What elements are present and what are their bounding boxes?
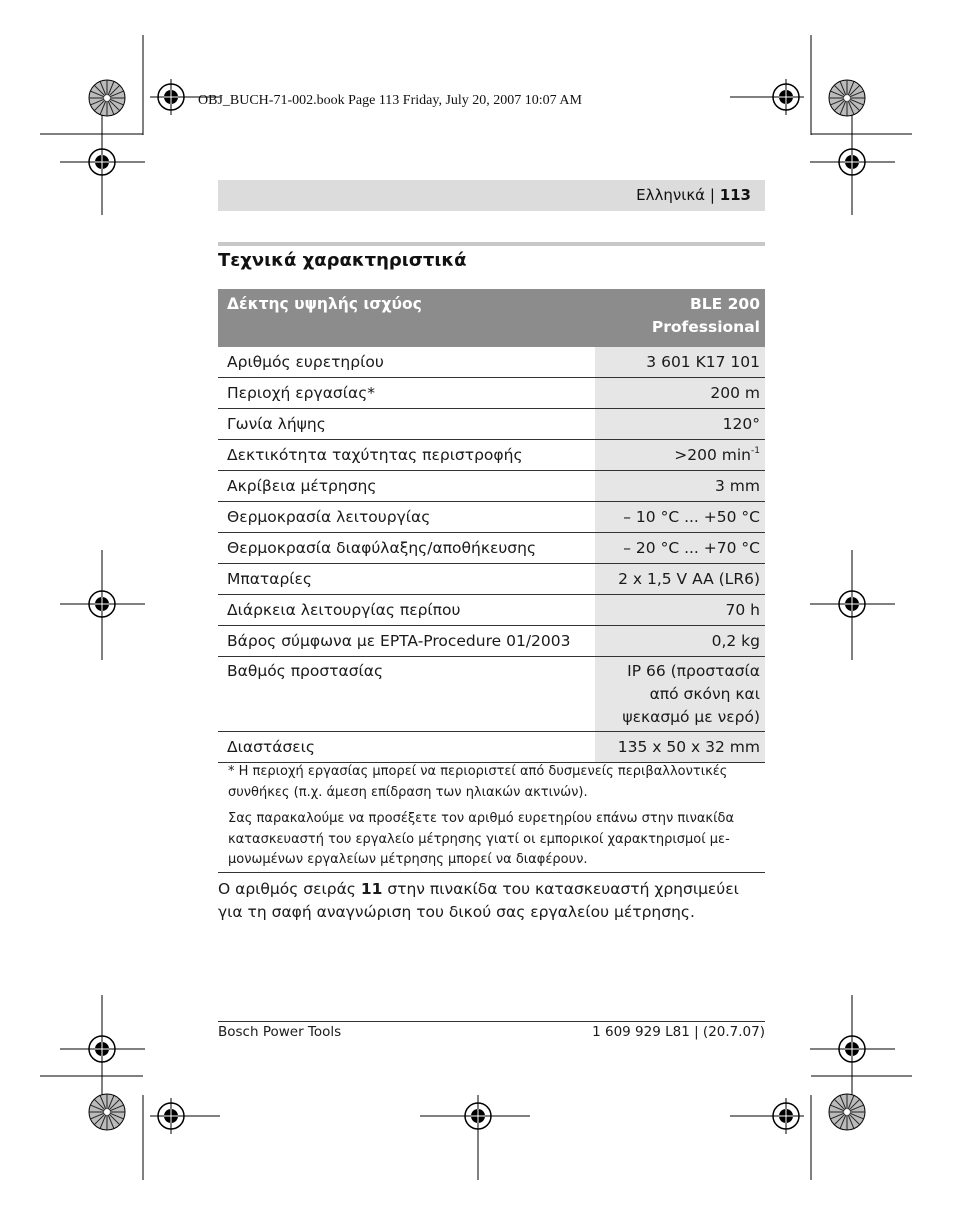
- row-value: 70 h: [595, 595, 765, 626]
- row-value: [595, 657, 765, 732]
- row-value: – 10 °C ... +50 °C: [595, 502, 765, 533]
- row-value: 2 x 1,5 V AA (LR6): [595, 564, 765, 595]
- table-row: [218, 409, 765, 440]
- table-row: [218, 657, 765, 732]
- section-title: Τεχνικά χαρακτηριστικά: [218, 250, 467, 271]
- header-separator: |: [709, 186, 715, 204]
- spec-header-model-line1: BLE 200: [689, 295, 760, 313]
- page-header-bar: [218, 180, 765, 211]
- footnote-text: * Η περιοχή εργασίας μπορεί να περιοριστεί από δυσμενείς περιβαλλοντικές συνθήκες (π.χ. άμεση επίδραση των ηλιακών ακτινών).: [228, 764, 728, 800]
- spec-table: [218, 289, 765, 763]
- table-row: [218, 732, 765, 763]
- row-value: 0,2 kg: [595, 626, 765, 657]
- row-value: – 20 °C ... +70 °C: [595, 533, 765, 564]
- row-value: [595, 440, 765, 471]
- advice-text: Σας παρακαλούμε να προσέξετε τον αριθμό ευρετηρίου επάνω στην πινακίδα κατασκευαστή του εργαλείο μέτρησης γιατί οι εμπορικοί χαρακτηρισμοί με- μονωμένων εργαλείων μέτρησης μπορεί να διαφέρουν.: [228, 811, 735, 867]
- row-label: Αριθμός ευρετηρίου: [218, 347, 595, 378]
- header-language: Ελληνικά: [636, 186, 706, 204]
- header-page-number: 113: [719, 186, 751, 204]
- row-value-superscript: -1: [751, 445, 760, 456]
- body-paragraph: [218, 878, 765, 923]
- table-row: [218, 502, 765, 533]
- paragraph-after: στην πινακίδα του κατασκευαστή χρησιμεύει για τη σαφή αναγνώριση του δικού σας εργαλείου μέτρησης.: [218, 880, 739, 921]
- table-row: [218, 595, 765, 626]
- row-label: Μπαταρίες: [218, 564, 595, 595]
- table-row: [218, 378, 765, 409]
- spec-table-header: [218, 289, 765, 347]
- row-label: Βαθμός προστασίας: [218, 657, 595, 732]
- page-header-text: [636, 186, 751, 204]
- footer-brand: Bosch Power Tools: [218, 1024, 342, 1040]
- paragraph-bold-number: 11: [360, 880, 383, 898]
- table-row: [218, 564, 765, 595]
- spec-header-model: [595, 289, 765, 347]
- table-row: [218, 471, 765, 502]
- table-row: [218, 626, 765, 657]
- row-value: 120°: [595, 409, 765, 440]
- print-info-line: OBJ_BUCH-71-002.book Page 113 Friday, July 20, 2007 10:07 AM: [198, 93, 582, 108]
- table-row: [218, 347, 765, 378]
- row-label: Θερμοκρασία διαφύλαξης/αποθήκευσης: [218, 533, 595, 564]
- notes-rule: [218, 872, 765, 873]
- row-value-line: από σκόνη και: [649, 685, 760, 703]
- table-row: [218, 440, 765, 471]
- row-value: 200 m: [595, 378, 765, 409]
- row-label: Γωνία λήψης: [218, 409, 595, 440]
- row-value: 3 601 K17 101: [595, 347, 765, 378]
- table-notes: [228, 762, 764, 877]
- row-label: Ακρίβεια μέτρησης: [218, 471, 595, 502]
- row-label: Περιοχή εργασίας*: [218, 378, 595, 409]
- table-row: [218, 533, 765, 564]
- row-value: 3 mm: [595, 471, 765, 502]
- row-value-line: IP 66 (προστασία: [627, 662, 760, 680]
- paragraph-before: Ο αριθμός σειράς: [218, 880, 361, 898]
- row-value-text: >200 min: [674, 445, 752, 464]
- footer-rule: [218, 1021, 765, 1022]
- section-rule: [218, 242, 765, 246]
- footer-doc-number: 1 609 929 L81 | (20.7.07): [592, 1024, 765, 1040]
- row-value-line: ψεκασμό με νερό): [622, 708, 760, 726]
- row-label: Θερμοκρασία λειτουργίας: [218, 502, 595, 533]
- row-label: Βάρος σύμφωνα με EPTA-Procedure 01/2003: [218, 626, 595, 657]
- spec-header-label: Δέκτης υψηλής ισχύος: [218, 289, 595, 347]
- row-label: Διαστάσεις: [218, 732, 595, 763]
- row-value: 135 x 50 x 32 mm: [595, 732, 765, 763]
- spec-header-model-line2: Professional: [651, 318, 760, 336]
- row-label: Διάρκεια λειτουργίας περίπου: [218, 595, 595, 626]
- row-label: Δεκτικότητα ταχύτητας περιστροφής: [218, 440, 595, 471]
